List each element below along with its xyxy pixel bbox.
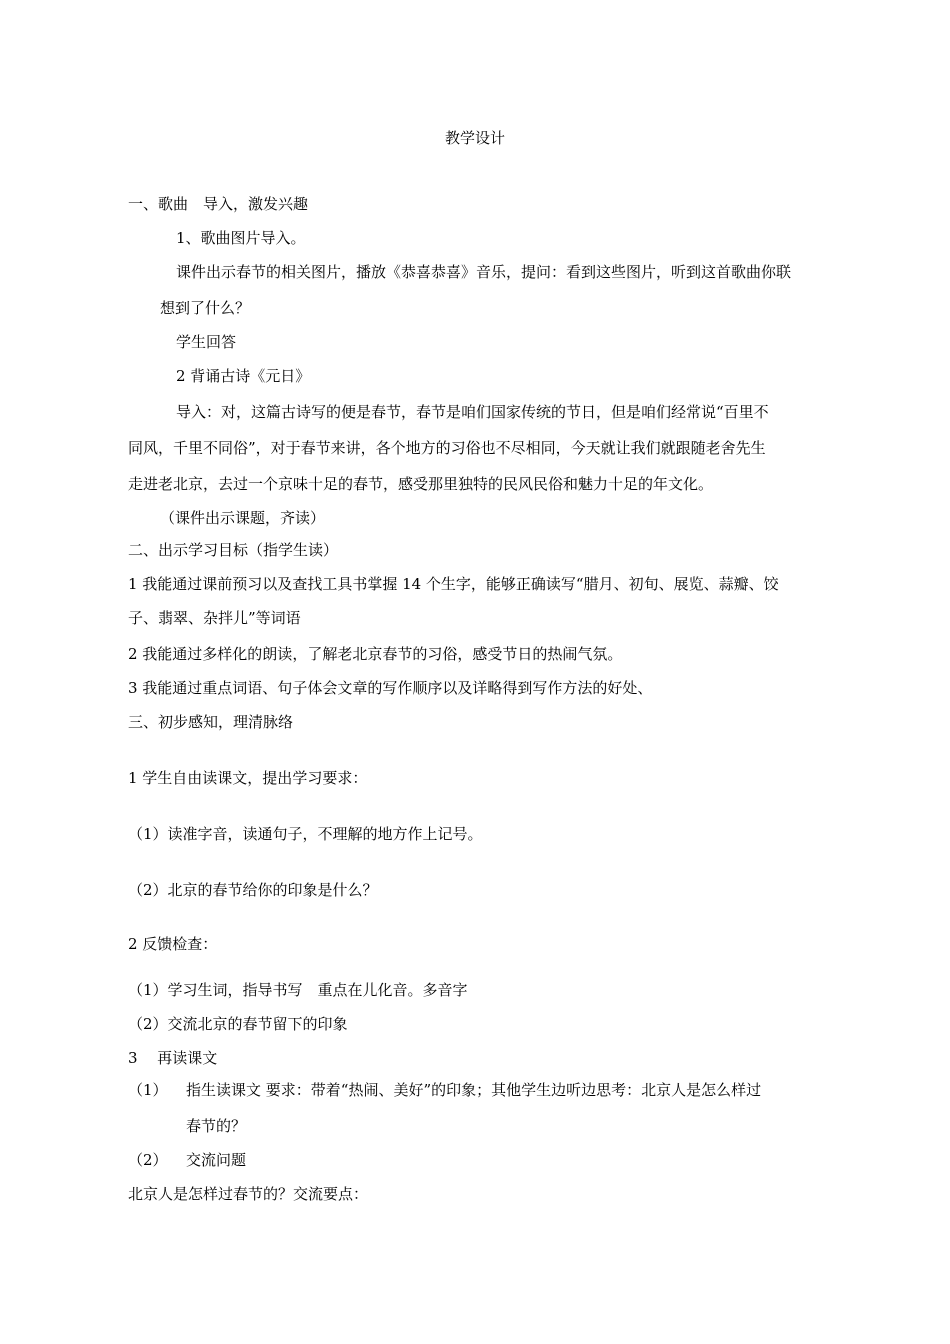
paragraph-line: 子、翡翠、杂拌儿”等词语 [128, 609, 301, 627]
list-marker: （2） [128, 1151, 168, 1169]
paragraph-line: 1 学生自由读课文，提出学习要求： [128, 769, 368, 787]
paragraph-line: 导入：对，这篇古诗写的便是春节，春节是咱们国家传统的节日，但是咱们经常说“百里不 [176, 403, 769, 421]
section-heading-1: 一、歌曲 导入，激发兴趣 [128, 195, 309, 213]
paragraph-line: 走进老北京，去过一个京味十足的春节，感受那里独特的民风民俗和魅力十足的年文化。 [128, 475, 714, 493]
paragraph-line: 北京人是怎样过春节的？交流要点： [128, 1185, 369, 1203]
section-heading-2: 二、出示学习目标（指学生读） [128, 541, 339, 559]
paragraph-line: 2 背诵古诗《元日》 [176, 367, 311, 385]
paragraph-line: 1、歌曲图片导入。 [176, 229, 306, 247]
document-title: 教学设计 [444, 129, 505, 147]
paragraph-line: 想到了什么？ [160, 299, 251, 317]
paragraph-line: （2）交流北京的春节留下的印象 [128, 1015, 348, 1033]
paragraph-line: 交流问题 [186, 1151, 247, 1169]
paragraph-line: 同风，千里不同俗”，对于春节来讲，各个地方的习俗也不尽相同，今天就让我们就跟随老舍先生 [128, 439, 766, 457]
paragraph-line: 学生回答 [176, 333, 237, 351]
list-marker: （1） [128, 1081, 168, 1099]
paragraph-line: 指生读课文 要求：带着“热闹、美好”的印象；其他学生边听边思考：北京人是怎么样过 [186, 1081, 762, 1099]
paragraph-line: （2）北京的春节给你的印象是什么？ [128, 881, 378, 899]
paragraph-line: 1 我能通过课前预习以及查找工具书掌握 14 个生字，能够正确读写“腊月、初旬、展览、蒜瓣、饺 [128, 575, 779, 593]
paragraph-line: （1）读准字音，读通句子，不理解的地方作上记号。 [128, 825, 483, 843]
section-heading-3: 三、初步感知，理清脉络 [128, 713, 294, 731]
paragraph-line: 3 再读课文 [128, 1049, 218, 1067]
paragraph-line: （1）学习生词，指导书写 重点在儿化音。多音字 [128, 981, 468, 999]
paragraph-line: 2 我能通过多样化的朗读，了解老北京春节的习俗，感受节日的热闹气氛。 [128, 645, 623, 663]
paragraph-line: 春节的？ [186, 1117, 247, 1135]
paragraph-line: 2 反馈检查： [128, 935, 218, 953]
paragraph-line: 课件出示春节的相关图片，播放《恭喜恭喜》音乐，提问：看到这些图片，听到这首歌曲你联 [176, 263, 792, 281]
paragraph-line: 3 我能通过重点词语、句子体会文章的写作顺序以及详略得到写作方法的好处、 [128, 679, 653, 697]
paragraph-line: （课件出示课题，齐读） [160, 509, 326, 527]
